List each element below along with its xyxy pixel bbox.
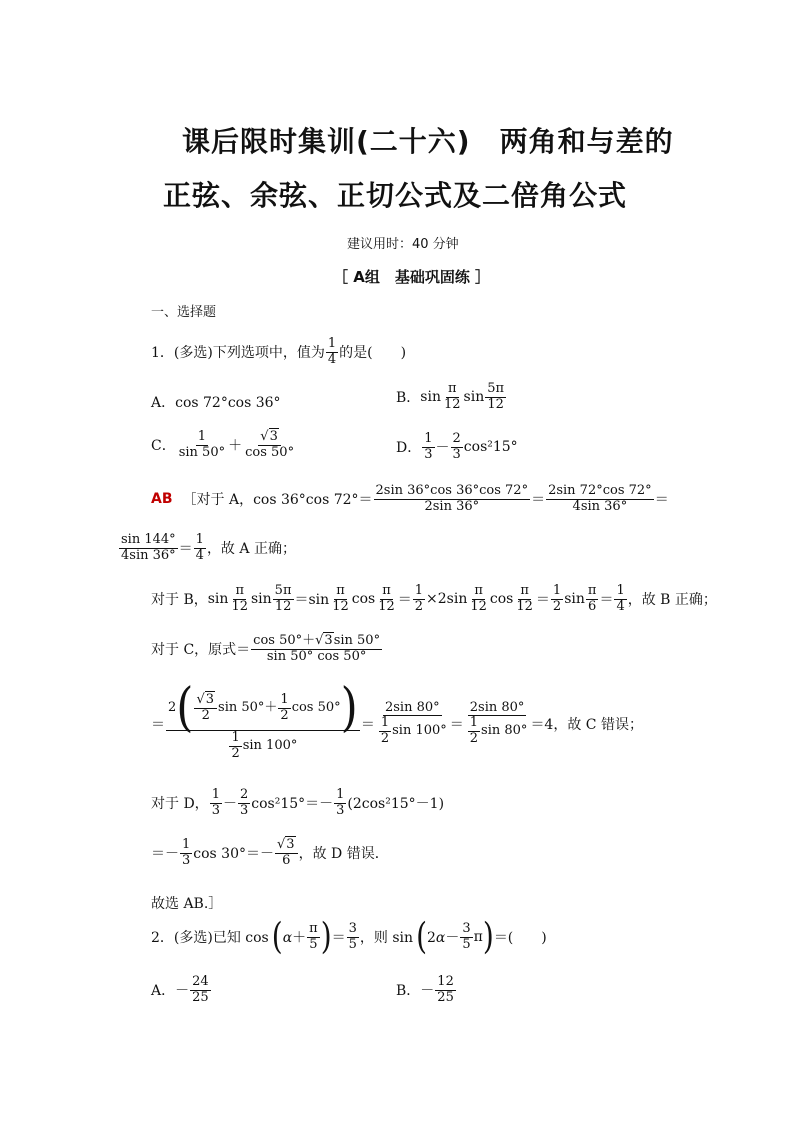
frac: $\frac{\pi}{5}$: [309, 921, 318, 952]
solution-text: ＝4，故 C 错误；: [530, 716, 643, 733]
frac: $\frac{1}{4}$: [616, 583, 625, 614]
q1-option-b: B． sin $\frac{\pi}{12}$ sin $\frac{5\pi}{12}$: [396, 381, 505, 412]
option-label: B．: [396, 390, 421, 407]
frac: [190, 975, 211, 1006]
q2-option-b: [396, 975, 457, 1006]
frac: $\frac{5\pi}{12}$: [274, 583, 292, 614]
q2-option-a: [151, 975, 212, 1006]
solution-text: ，故 A 正确；: [206, 541, 296, 558]
q1-solution-b: 对于 B， sin $\frac{\pi}{12}$ sin $\frac{5\pi}{12}$ ＝sin $\frac{\pi}{12}$ cos $\frac{\pi}{12}$ ＝ $\frac{1}{2}$ ×2sin $\frac{\pi}{12}$ cos $\frac{\pi}{12}$ ＝ $\frac{1}{2}$ sin $\frac{\pi}{6}$ ＝ $\frac{1}{4}$ ，故 B 正确；: [151, 583, 717, 614]
frac: $\frac{\pi}{12}$: [443, 381, 461, 412]
expr: sin: [420, 389, 441, 406]
frac-num: 1: [327, 336, 337, 351]
frac: $\frac{2\sin 36^\circ\cos 36^\circ\cos 72^\circ}{2\sin 36^\circ}$: [375, 483, 529, 514]
q1-stem-post: 的是( ): [339, 345, 407, 362]
frac-den: 25: [437, 989, 454, 1005]
frac: $\frac{\pi}{6}$: [587, 583, 597, 614]
solution-text: 对于 D，: [151, 796, 209, 813]
q2-stem-post: ＝( ): [493, 930, 547, 947]
frac: $\frac{\sin 144^\circ}{4\sin 36^\circ}$: [121, 532, 176, 563]
frac: $\frac{\cos 50^\circ+√3\sin 50^\circ}{\sin 50^\circ \cos 50^\circ}$: [253, 633, 381, 664]
frac-den: 25: [192, 989, 209, 1005]
frac-den: 4: [327, 351, 337, 367]
frac: $\frac{√3}{\cos 50^\circ}$: [245, 429, 295, 460]
frac: 2 ( $\frac{√3}{2}$ sin 50°＋ $\frac{1}{2}$ cos 50° ) $\frac{1}{2}$ sin 100°: [168, 676, 358, 761]
option-label: A．－: [151, 983, 190, 1000]
q1-stem-pre: 1．(多选)下列选项中，值为: [151, 345, 325, 362]
q2-stem: 2．(多选)已知 cos ( α＋ $\frac{\pi}{5}$ ) ＝ $\frac{3}{5}$ ，则 sin ( 2α－ $\frac{3}{5}$ π ) ＝( ): [151, 915, 547, 959]
q1-option-c: C． $\frac{1}{\sin 50^\circ}$ ＋ $\frac{√3}{\cos 50^\circ}$: [151, 429, 295, 460]
option-label: D．: [396, 440, 422, 457]
frac: $\frac{1}{\sin 50^\circ}$: [178, 429, 226, 460]
frac: $\frac{1}{3}$: [336, 787, 345, 818]
q1-solution-a-line2: $\frac{\sin 144^\circ}{4\sin 36^\circ}$ ＝ $\frac{1}{4}$ ，故 A 正确；: [121, 532, 296, 563]
q2-stem-mid: ，则 sin: [359, 930, 414, 947]
frac: $\frac{3}{5}$: [348, 921, 357, 952]
frac: $\frac{3}{5}$: [462, 921, 471, 952]
frac: $\frac{1}{4}$: [195, 532, 204, 563]
solution-text: ，故 D 错误．: [298, 846, 389, 863]
q1-solution-c-line2: ＝ 2 ( $\frac{√3}{2}$ sin 50°＋ $\frac{1}{2}$ cos 50° ) $\frac{1}{2}$ sin 100° ＝ 2sin 80° $\frac{1}{2}$ sin 100° ＝ 2sin 80° $\frac{1}{2}$ sin 80° ＝4，故 C 错误；: [151, 676, 643, 761]
time-hint: 建议用时：40 分钟: [347, 237, 459, 252]
frac: $\frac{2\sin 72^\circ\cos 72^\circ}{4\sin 36^\circ}$: [548, 483, 652, 514]
frac: $\frac{1}{2}$: [552, 583, 562, 614]
q1-option-a: [151, 392, 281, 412]
option-label: B．－: [396, 983, 435, 1000]
frac-num: 24: [192, 974, 209, 989]
solution-text: ［对于 A，cos 36°cos 72°＝: [182, 492, 373, 509]
frac: $\frac{2}{3}$: [452, 431, 461, 462]
frac: $\frac{\pi}{12}$: [332, 583, 349, 614]
q1-solution-a-line1: AB ［对于 A，cos 36°cos 72°＝ $\frac{2\sin 36^\circ\cos 36^\circ\cos 72^\circ}{2\sin 36^\circ}$ ＝ $\frac{2\sin 72^\circ\cos 72^\circ}{4\sin 36^\circ}$ ＝: [151, 483, 669, 514]
option-label: C．: [151, 438, 176, 455]
q1-stem-fraction: [326, 337, 338, 368]
solution-text: 对于 C，原式＝: [151, 642, 251, 659]
frac: $\frac{\pi}{12}$: [516, 583, 533, 614]
frac: $\frac{\pi}{12}$: [378, 583, 395, 614]
q1-conclusion: 故选 AB.］: [151, 896, 223, 912]
page-title-line-2: 正弦、余弦、正切公式及二倍角公式: [163, 179, 628, 212]
page-title-line-1: 课后限时集训(二十六) 两角和与差的: [182, 125, 674, 158]
frac: $\frac{1}{2}$: [414, 583, 424, 614]
frac: 2sin 80° $\frac{1}{2}$ sin 100°: [380, 699, 447, 747]
frac: $\frac{\pi}{12}$: [470, 583, 487, 614]
q1-option-d: D． $\frac{1}{3}$ － $\frac{2}{3}$ cos²15°: [396, 431, 518, 462]
q2-stem-pre: 2．(多选)已知 cos: [151, 930, 269, 947]
frac: $\frac{5\pi}{12}$: [487, 381, 505, 412]
frac-num: 12: [437, 974, 454, 989]
frac: 2sin 80° $\frac{1}{2}$ sin 80°: [469, 699, 528, 747]
frac: $\frac{√3}{6}$: [275, 838, 298, 869]
q1-stem: [151, 337, 406, 368]
group-label: ［ A组 基础巩固练 ］: [333, 268, 491, 286]
section-heading: 一、选择题: [151, 305, 217, 320]
frac: $\frac{1}{3}$: [424, 431, 433, 462]
q1-solution-c-line1: [151, 634, 383, 665]
frac: [435, 975, 456, 1006]
solution-text: ，故 B 正确；: [627, 592, 717, 609]
q1-solution-d-line2: ＝－ $\frac{1}{3}$ cos 30°＝－ $\frac{√3}{6}$ ，故 D 错误．: [151, 837, 389, 868]
q1-solution-d-line1: 对于 D， $\frac{1}{3}$ － $\frac{2}{3}$ cos²15°＝－ $\frac{1}{3}$ (2cos²15°－1): [151, 787, 445, 818]
frac: $\frac{1}{3}$: [211, 787, 220, 818]
option-a-text: A．cos 72°cos 36°: [151, 395, 281, 411]
answer-badge: AB: [151, 491, 173, 508]
solution-text: 对于 B，: [151, 592, 208, 609]
frac: $\frac{2}{3}$: [239, 787, 249, 818]
frac: $\frac{\pi}{12}$: [231, 583, 248, 614]
frac: $\frac{1}{3}$: [182, 837, 191, 868]
